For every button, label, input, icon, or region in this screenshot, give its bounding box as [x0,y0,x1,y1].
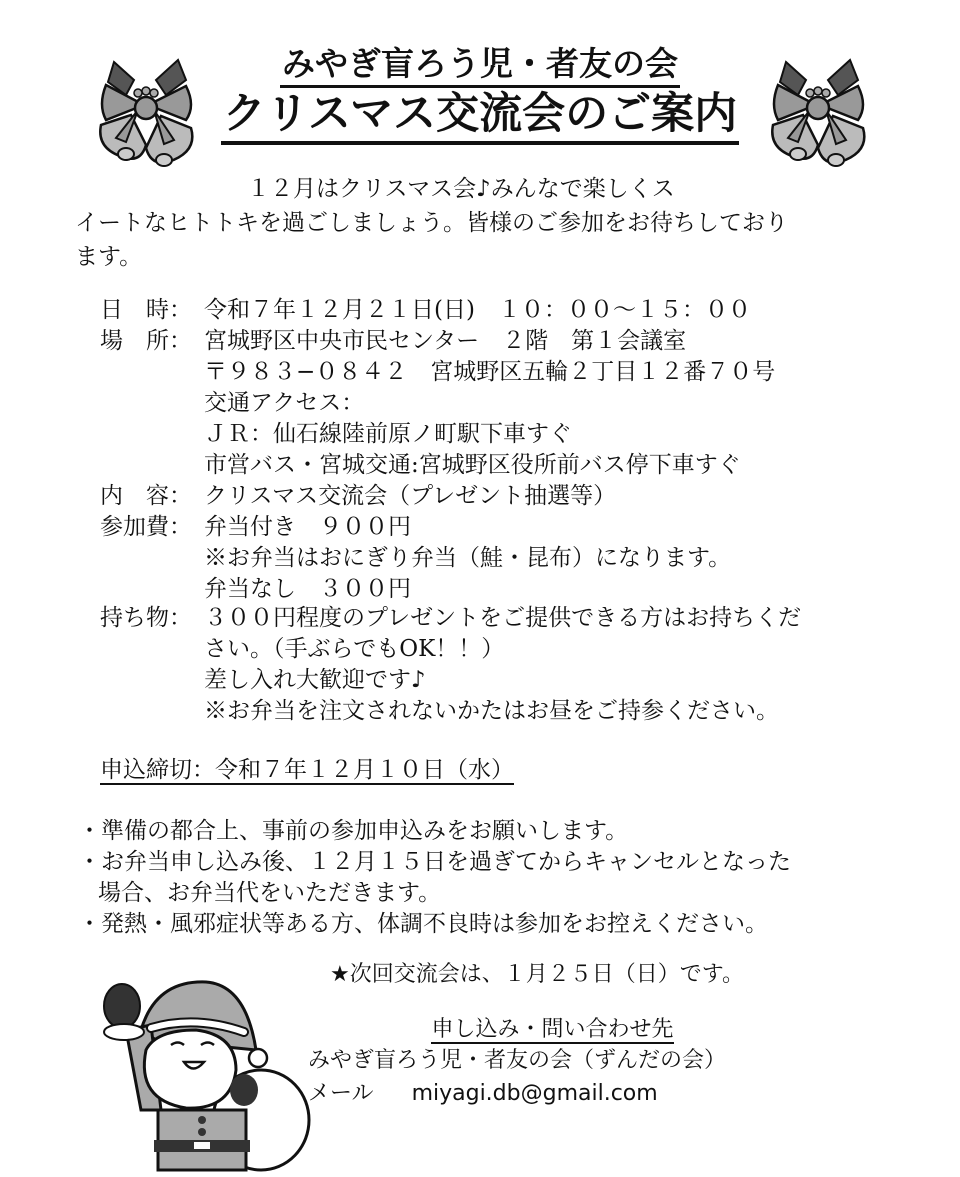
contact-heading: 申し込み・問い合わせ先 [431,1017,674,1042]
detail-datetime [100,295,751,326]
detail-place [100,326,686,357]
detail-value: ３００円程度のプレゼントをご提供できる方はお持ちくだ [204,605,802,631]
detail-access-jr: ＪＲ：仙石線陸前原ノ町駅下車すぐ [204,421,572,447]
contact-org: みやぎ盲ろう児・者友の会（ずんだの会） [308,1048,727,1073]
detail-belongings-line: さい。（手ぶらでもOK！！） [204,636,505,662]
detail-postal: 〒９８３−０８４２ 宮城野区五輪２丁目１２番７０号 [204,359,776,385]
next-meeting: ★次回交流会は、１月２５日（日）です。 [330,962,744,987]
detail-fee [100,512,411,543]
detail-content [100,481,616,512]
detail-label: 内 容： [100,483,192,509]
detail-value: 宮城野区中央市民センター ２階 第１会議室 [204,328,687,354]
detail-value: クリスマス交流会（プレゼント抽選等） [204,483,617,509]
intro-line: イートなヒトトキを過ごしましょう。皆様のご参加をお待ちしており [75,210,788,236]
detail-access-bus: 市営バス・宮城交通:宮城野区役所前バス停下車すぐ [204,452,741,478]
detail-access-heading: 交通アクセス： [204,390,365,416]
detail-fee-no-bento: 弁当なし ３００円 [204,576,411,602]
note-item: ・お弁当申し込み後、１２月１５日を過ぎてからキャンセルとなった [78,849,791,875]
intro-line: １２月はクリスマス会♪みんなで楽しくス [247,176,675,202]
application-deadline: 申込締切：令和７年１２月１０日（水） [100,757,514,783]
detail-belongings-line: 差し入れ大歓迎です♪ [204,667,426,693]
page-title: クリスマス交流会のご案内 [0,88,960,140]
detail-belongings-line: ※お弁当を注文されないかたはお昼をご持参ください。 [204,698,779,724]
intro-paragraph [75,172,875,274]
detail-label: 参加費： [100,514,192,540]
note-item: ・準備の都合上、事前の参加申込みをお願いします。 [78,818,629,844]
detail-fee-note: ※お弁当はおにぎり弁当（鮭・昆布）になります。 [204,545,732,571]
contact-mail [308,1078,658,1110]
org-title: みやぎ盲ろう児・者友の会 [0,44,960,84]
santa-claus-icon [96,970,311,1173]
note-item-continued: 場合、お弁当代をいただきます。 [98,880,442,906]
detail-value: 弁当付き ９００円 [204,514,411,540]
mail-address-link[interactable]: miyagi.db@gmail.com [411,1081,658,1106]
detail-value: 令和７年１２月２１日(日) １０：００～１５：００ [204,297,751,323]
detail-label: 持ち物： [100,605,192,631]
notes-list [78,816,791,940]
detail-label: 場 所： [100,328,192,354]
note-item: ・発熱・風邪症状等ある方、体調不良時は参加をお控えください。 [78,911,768,937]
mail-label: メール [308,1081,374,1106]
intro-line: ます。 [75,244,143,270]
detail-belongings [100,603,801,634]
detail-label: 日 時： [100,297,192,323]
